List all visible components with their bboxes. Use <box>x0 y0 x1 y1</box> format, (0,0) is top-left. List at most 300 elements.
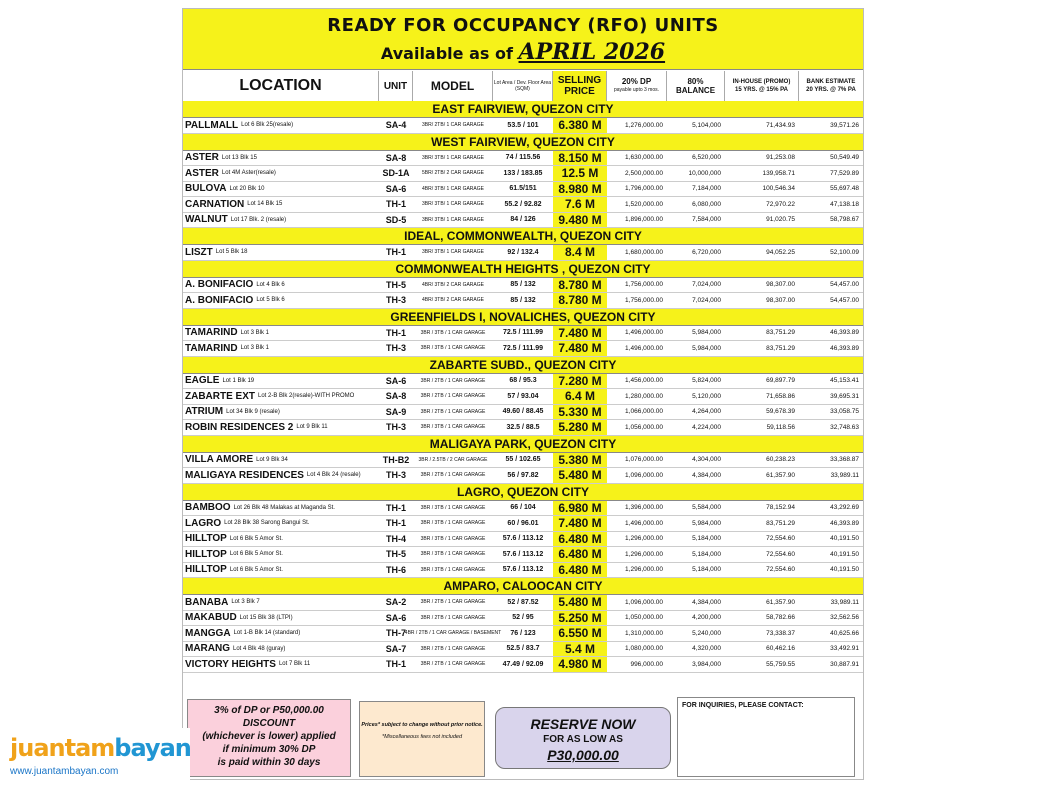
table-row <box>183 197 863 213</box>
cell-inhouse: 83,751.29 <box>766 344 795 352</box>
cell-balance: 4,384,000 <box>692 471 721 479</box>
cell-area: 68 / 95.3 <box>509 377 537 385</box>
cell-unit: TH-B2 <box>382 454 410 465</box>
cell-selling-price: 6.480 M <box>553 547 607 562</box>
inquiries-box: FOR INQUIRIES, PLEASE CONTACT: <box>677 697 855 777</box>
cell-location: CARNATION Lot 14 Blk 15 <box>185 198 283 210</box>
cell-model: 3BR / 3TB / 1 CAR GARAGE <box>420 504 486 511</box>
cell-location: ATRIUM Lot 34 Blk 9 (resale) <box>185 406 280 418</box>
cell-balance: 5,104,000 <box>692 121 721 129</box>
cell-unit: SA-9 <box>385 406 407 417</box>
cell-balance: 7,024,000 <box>692 281 721 289</box>
cell-bank: 40,191.50 <box>830 535 859 543</box>
cell-area: 52 / 87.52 <box>507 598 539 606</box>
cell-unit: TH-3 <box>386 295 406 306</box>
cell-selling-price: 8.4 M <box>553 245 607 260</box>
cell-location: A. BONIFACIO Lot 5 Blk 6 <box>185 294 285 306</box>
cell-bank: 39,571.26 <box>830 121 859 129</box>
cell-location: BULOVA Lot 20 Blk 10 <box>185 183 265 195</box>
cell-unit: SA-8 <box>385 152 407 163</box>
cell-selling-price: 6.380 M <box>553 118 607 133</box>
table-row <box>183 420 863 436</box>
cell-balance: 6,520,000 <box>692 154 721 162</box>
price-note-box: Prices* subject to change without prior notice. *Miscellaneous fees not included <box>359 701 485 777</box>
table-row <box>183 151 863 167</box>
cell-model: 4BR/ 3TB/ 2 CAR GARAGE <box>422 281 484 288</box>
table-row <box>183 118 863 134</box>
cell-bank: 58,798.67 <box>830 216 859 224</box>
table-row <box>183 563 863 579</box>
cell-selling-price: 5.4 M <box>553 642 607 657</box>
cell-unit: TH-1 <box>386 518 406 529</box>
cell-location: LAGRO Lot 28 Blk 38 Sarong Bangui St. <box>185 517 310 529</box>
cell-area: 85 / 132 <box>510 296 536 304</box>
cell-model: 3BR / 3TB / 1 CAR GARAGE <box>420 520 486 527</box>
cell-selling-price: 7.6 M <box>553 197 607 212</box>
cell-area: 92 / 132.4 <box>507 248 539 256</box>
cell-unit: TH-5 <box>386 279 406 290</box>
cell-dp: 1,496,000.00 <box>625 344 663 352</box>
cell-location: ASTER Lot 13 Blk 15 <box>185 152 257 164</box>
watermark-url: www.juantambayan.com <box>10 766 119 777</box>
cell-dp: 1,050,000.00 <box>625 614 663 622</box>
cell-location: HILLTOP Lot 6 Blk 5 Amor St. <box>185 548 283 560</box>
cell-location: VICTORY HEIGHTS Lot 7 Blk 11 <box>185 658 311 670</box>
section-header: GREENFIELDS I, NOVALICHES, QUEZON CITY <box>183 309 863 326</box>
cell-selling-price: 5.480 M <box>553 468 607 483</box>
header-selling-price: SELLING PRICE <box>553 71 607 101</box>
cell-selling-price: 12.5 M <box>553 166 607 181</box>
cell-area: 60 / 96.01 <box>507 519 539 527</box>
cell-bank: 55,697.48 <box>830 185 859 193</box>
cell-unit: SD-1A <box>382 168 410 179</box>
cell-dp: 1,296,000.00 <box>625 550 663 558</box>
cell-balance: 4,200,000 <box>692 614 721 622</box>
table-row <box>183 213 863 229</box>
header-bank: BANK ESTIMATE 20 YRS. @ 7% PA <box>806 79 856 93</box>
cell-balance: 5,984,000 <box>692 519 721 527</box>
price-list-sheet <box>182 8 864 780</box>
cell-bank: 33,989.11 <box>830 598 859 606</box>
cell-selling-price: 5.280 M <box>553 420 607 435</box>
cell-selling-price: 8.780 M <box>553 293 607 308</box>
cell-balance: 6,720,000 <box>692 248 721 256</box>
cell-bank: 46,393.89 <box>830 519 859 527</box>
cell-unit: TH-1 <box>386 659 406 670</box>
cell-area: 32.5 / 88.5 <box>506 423 540 431</box>
cell-model: 3BR / 2TB / 1 CAR GARAGE <box>420 599 486 606</box>
cell-selling-price: 5.380 M <box>553 453 607 468</box>
table-row <box>183 595 863 611</box>
section-header: EAST FAIRVIEW, QUEZON CITY <box>183 101 863 118</box>
cell-area: 57 / 93.04 <box>507 392 539 400</box>
cell-unit: TH-3 <box>386 422 406 433</box>
cell-balance: 7,184,000 <box>692 185 721 193</box>
cell-area: 66 / 104 <box>510 504 536 512</box>
cell-dp: 1,296,000.00 <box>625 566 663 574</box>
cell-area: 57.6 / 113.12 <box>502 550 544 558</box>
cell-selling-price: 6.480 M <box>553 563 607 578</box>
header-model: MODEL <box>413 71 493 101</box>
cell-inhouse: 73,338.37 <box>766 629 795 637</box>
cell-model: 3BR / 2TB / 1 CAR GARAGE <box>420 614 486 621</box>
cell-dp: 1,276,000.00 <box>625 121 663 129</box>
cell-dp: 1,680,000.00 <box>625 248 663 256</box>
cell-unit: SA-6 <box>385 183 407 194</box>
cell-model: 3BR / 2TB / 1 CAR GARAGE <box>420 661 486 668</box>
cell-area: 57.6 / 113.12 <box>502 566 544 574</box>
cell-location: EAGLE Lot 1 Blk 19 <box>185 375 255 387</box>
cell-model: 3BR / 2TB / 1 CAR GARAGE <box>420 472 486 479</box>
header-unit: UNIT <box>379 71 413 101</box>
cell-model: 4BR/ 3TB/ 1 CAR GARAGE <box>422 185 484 192</box>
reserve-box: RESERVE NOW FOR AS LOW AS P30,000.00 <box>495 707 671 769</box>
header-location: LOCATION <box>183 71 379 101</box>
cell-dp: 1,756,000.00 <box>625 281 663 289</box>
table-row <box>183 182 863 198</box>
cell-dp: 1,056,000.00 <box>625 423 663 431</box>
cell-model: 3BR / 2.5TB / 2 CAR GARAGE <box>418 456 488 463</box>
cell-model: 4BR / 2TB / 1 CAR GARAGE / BASEMENT <box>404 630 502 637</box>
cell-location: HILLTOP Lot 6 Blk 5 Amor St. <box>185 564 283 576</box>
cell-location: MALIGAYA RESIDENCES Lot 4 Blk 24 (resale) <box>185 469 361 481</box>
cell-dp: 1,756,000.00 <box>625 296 663 304</box>
cell-unit: TH-4 <box>386 533 406 544</box>
cell-bank: 39,695.31 <box>830 392 859 400</box>
cell-balance: 10,000,000 <box>688 169 721 177</box>
cell-area: 74 / 115.56 <box>505 154 541 162</box>
cell-model: 3BR/ 2TB/ 1 CAR GARAGE <box>422 122 484 129</box>
cell-balance: 5,984,000 <box>692 344 721 352</box>
cell-location: TAMARIND Lot 3 Blk 1 <box>185 342 269 354</box>
listing-table <box>183 101 863 673</box>
cell-selling-price: 7.480 M <box>553 326 607 341</box>
cell-inhouse: 98,307.00 <box>766 296 795 304</box>
cell-area: 56 / 97.82 <box>507 471 539 479</box>
cell-unit: TH-1 <box>386 502 406 513</box>
cell-model: 3BR/ 3TB/ 1 CAR GARAGE <box>422 154 484 161</box>
cell-inhouse: 58,782.66 <box>766 614 795 622</box>
cell-unit: TH-5 <box>386 549 406 560</box>
cell-unit: SD-5 <box>385 214 407 225</box>
cell-location: MAKABUD Lot 15 Blk 38 (LTPI) <box>185 612 293 624</box>
cell-balance: 5,120,000 <box>692 392 721 400</box>
cell-model: 3BR / 2TB / 1 CAR GARAGE <box>420 377 486 384</box>
cell-inhouse: 139,958.71 <box>762 169 795 177</box>
cell-location: WALNUT Lot 17 Blk. 2 (resale) <box>185 214 287 226</box>
cell-inhouse: 83,751.29 <box>766 519 795 527</box>
cell-inhouse: 91,020.75 <box>766 216 795 224</box>
cell-model: 3BR / 3TB / 1 CAR GARAGE <box>420 566 486 573</box>
cell-selling-price: 9.480 M <box>553 213 607 228</box>
cell-inhouse: 60,238.23 <box>766 456 795 464</box>
cell-dp: 1,456,000.00 <box>625 377 663 385</box>
cell-bank: 54,457.00 <box>830 296 859 304</box>
cell-bank: 52,100.09 <box>830 248 859 256</box>
cell-balance: 5,184,000 <box>692 550 721 558</box>
cell-bank: 47,138.18 <box>830 200 859 208</box>
cell-bank: 46,393.89 <box>830 329 859 337</box>
table-row <box>183 245 863 261</box>
cell-location: HILLTOP Lot 6 Blk 5 Amor St. <box>185 533 283 545</box>
cell-bank: 50,549.49 <box>830 154 859 162</box>
watermark-logo: juantambayan www.juantambayan.com <box>0 728 190 788</box>
cell-unit: SA-8 <box>385 391 407 402</box>
footer <box>183 689 863 779</box>
cell-inhouse: 71,658.86 <box>766 392 795 400</box>
section-header: AMPARO, CALOOCAN CITY <box>183 578 863 595</box>
cell-dp: 1,396,000.00 <box>625 504 663 512</box>
section-header: ZABARTE SUBD., QUEZON CITY <box>183 357 863 374</box>
cell-model: 3BR / 3TB / 1 CAR GARAGE <box>420 535 486 542</box>
table-row <box>183 453 863 469</box>
cell-dp: 1,310,000.00 <box>625 629 663 637</box>
cell-dp: 1,496,000.00 <box>625 329 663 337</box>
cell-location: VILLA AMORE Lot 9 Blk 34 <box>185 454 288 466</box>
section-header: COMMONWEALTH HEIGHTS , QUEZON CITY <box>183 261 863 278</box>
cell-unit: TH-3 <box>386 470 406 481</box>
cell-model: 3BR/ 3TB/ 1 CAR GARAGE <box>422 201 484 208</box>
cell-area: 61.5/151 <box>509 185 537 193</box>
cell-selling-price: 7.480 M <box>553 516 607 531</box>
cell-dp: 1,096,000.00 <box>625 598 663 606</box>
cell-dp: 1,280,000.00 <box>625 392 663 400</box>
cell-balance: 7,024,000 <box>692 296 721 304</box>
title-banner <box>183 9 863 70</box>
cell-model: 3BR / 2TB / 1 CAR GARAGE <box>420 393 486 400</box>
cell-area: 76 / 123 <box>510 629 536 637</box>
cell-dp: 1,296,000.00 <box>625 535 663 543</box>
cell-bank: 32,562.56 <box>830 614 859 622</box>
table-row <box>183 468 863 484</box>
table-row <box>183 547 863 563</box>
cell-location: MANGGA Lot 1-B Blk 14 (standard) <box>185 627 301 639</box>
cell-balance: 5,240,000 <box>692 629 721 637</box>
cell-inhouse: 78,152.94 <box>766 504 795 512</box>
cell-balance: 5,824,000 <box>692 377 721 385</box>
discount-box: 3% of DP or P50,000.00 DISCOUNT (whichever is lower) applied if minimum 30% DP is paid within 30 days <box>187 699 351 777</box>
table-row <box>183 389 863 405</box>
cell-area: 72.5 / 111.99 <box>502 329 544 337</box>
cell-selling-price: 8.780 M <box>553 278 607 293</box>
cell-dp: 1,496,000.00 <box>625 519 663 527</box>
cell-model: 3BR / 3TB / 1 CAR GARAGE <box>420 424 486 431</box>
cell-unit: SA-4 <box>385 120 407 131</box>
table-row <box>183 501 863 517</box>
cell-inhouse: 71,434.93 <box>766 121 795 129</box>
section-header: LAGRO, QUEZON CITY <box>183 484 863 501</box>
cell-selling-price: 7.480 M <box>553 341 607 356</box>
cell-balance: 5,184,000 <box>692 535 721 543</box>
cell-unit: SA-7 <box>385 643 407 654</box>
cell-inhouse: 94,052.25 <box>766 248 795 256</box>
cell-location: ROBIN RESIDENCES 2 Lot 9 Blk 11 <box>185 421 328 433</box>
cell-unit: SA-6 <box>385 375 407 386</box>
cell-inhouse: 98,307.00 <box>766 281 795 289</box>
table-row <box>183 326 863 342</box>
cell-selling-price: 6.980 M <box>553 501 607 516</box>
cell-inhouse: 59,118.56 <box>766 423 795 431</box>
cell-bank: 33,058.75 <box>830 408 859 416</box>
cell-selling-price: 4.980 M <box>553 657 607 672</box>
page-title: READY FOR OCCUPANCY (RFO) UNITS <box>327 15 719 36</box>
cell-bank: 32,748.63 <box>830 423 859 431</box>
cell-dp: 1,896,000.00 <box>625 216 663 224</box>
cell-inhouse: 61,357.90 <box>766 598 795 606</box>
cell-inhouse: 60,462.16 <box>766 645 795 653</box>
cell-balance: 6,080,000 <box>692 200 721 208</box>
cell-balance: 4,264,000 <box>692 408 721 416</box>
cell-area: 84 / 126 <box>510 216 536 224</box>
section-header: WEST FAIRVIEW, QUEZON CITY <box>183 134 863 151</box>
cell-area: 55 / 102.65 <box>505 456 541 464</box>
cell-bank: 33,492.91 <box>830 645 859 653</box>
cell-inhouse: 69,897.79 <box>766 377 795 385</box>
cell-location: MARANG Lot 4 Blk 48 (guray) <box>185 643 286 655</box>
cell-balance: 4,384,000 <box>692 598 721 606</box>
cell-area: 72.5 / 111.99 <box>502 344 544 352</box>
cell-area: 49.60 / 88.45 <box>502 408 544 416</box>
cell-location: LISZT Lot 5 Blk 18 <box>185 246 248 258</box>
cell-inhouse: 55,759.55 <box>766 660 795 668</box>
cell-area: 47.49 / 92.09 <box>502 660 544 668</box>
cell-selling-price: 8.150 M <box>553 151 607 166</box>
cell-dp: 1,080,000.00 <box>625 645 663 653</box>
cell-bank: 54,457.00 <box>830 281 859 289</box>
cell-model: 3BR / 3TB / 1 CAR GARAGE <box>420 551 486 558</box>
cell-inhouse: 61,357.90 <box>766 471 795 479</box>
cell-inhouse: 100,546.34 <box>762 185 795 193</box>
cell-selling-price: 8.980 M <box>553 182 607 197</box>
cell-selling-price: 6.4 M <box>553 389 607 404</box>
cell-area: 52 / 95 <box>512 614 534 622</box>
cell-location: BANABA Lot 3 Blk 7 <box>185 596 260 608</box>
cell-bank: 40,191.50 <box>830 566 859 574</box>
cell-location: ZABARTE EXT Lot 2-B Blk 2(resale)-WITH PROMO <box>185 390 355 402</box>
cell-dp: 1,066,000.00 <box>625 408 663 416</box>
cell-balance: 5,584,000 <box>692 504 721 512</box>
cell-model: 3BR/ 3TB/ 1 CAR GARAGE <box>422 249 484 256</box>
table-row <box>183 642 863 658</box>
cell-unit: SA-2 <box>385 597 407 608</box>
cell-bank: 33,989.11 <box>830 471 859 479</box>
cell-inhouse: 83,751.29 <box>766 329 795 337</box>
cell-inhouse: 59,678.39 <box>766 408 795 416</box>
cell-inhouse: 72,554.60 <box>766 550 795 558</box>
table-row <box>183 293 863 309</box>
cell-bank: 40,191.50 <box>830 550 859 558</box>
cell-dp: 1,796,000.00 <box>625 185 663 193</box>
table-row <box>183 516 863 532</box>
cell-balance: 4,304,000 <box>692 456 721 464</box>
cell-model: 5BR/ 2TB/ 2 CAR GARAGE <box>422 170 484 177</box>
cell-model: 3BR / 3TB / 1 CAR GARAGE <box>420 345 486 352</box>
cell-selling-price: 7.280 M <box>553 374 607 389</box>
cell-location: ASTER Lot 4M Aster(resale) <box>185 167 276 179</box>
cell-area: 57.6 / 113.12 <box>502 535 544 543</box>
cell-bank: 30,887.91 <box>830 660 859 668</box>
table-row <box>183 405 863 421</box>
table-row <box>183 166 863 182</box>
table-row <box>183 278 863 294</box>
cell-unit: TH-6 <box>386 564 406 575</box>
cell-dp: 1,520,000.00 <box>625 200 663 208</box>
cell-unit: TH-1 <box>386 199 406 210</box>
table-row <box>183 341 863 357</box>
cell-dp: 1,630,000.00 <box>625 154 663 162</box>
section-header: IDEAL, COMMONWEALTH, QUEZON CITY <box>183 228 863 245</box>
cell-model: 3BR / 3TB / 1 CAR GARAGE <box>420 329 486 336</box>
cell-balance: 5,984,000 <box>692 329 721 337</box>
header-dp: 20% DP payable upto 3 mos. <box>607 71 667 101</box>
cell-model: 4BR/ 3TB/ 2 CAR GARAGE <box>422 297 484 304</box>
cell-selling-price: 6.550 M <box>553 626 607 641</box>
cell-bank: 45,153.41 <box>830 377 859 385</box>
cell-bank: 46,393.89 <box>830 344 859 352</box>
cell-unit: SA-6 <box>385 612 407 623</box>
cell-area: 53.5 / 101 <box>507 121 539 129</box>
cell-bank: 43,292.69 <box>830 504 859 512</box>
cell-selling-price: 5.480 M <box>553 595 607 610</box>
availability-date: APRIL 2026 <box>518 39 666 65</box>
table-row <box>183 657 863 673</box>
cell-location: PALLMALL Lot 6 Blk 25(resale) <box>185 119 294 131</box>
cell-bank: 40,625.66 <box>830 629 859 637</box>
table-header <box>183 71 863 102</box>
cell-inhouse: 72,554.60 <box>766 535 795 543</box>
cell-unit: TH-7 <box>386 628 406 639</box>
cell-balance: 4,224,000 <box>692 423 721 431</box>
cell-location: A. BONIFACIO Lot 4 Blk 6 <box>185 279 285 291</box>
cell-unit: TH-3 <box>386 343 406 354</box>
cell-balance: 5,184,000 <box>692 566 721 574</box>
cell-area: 52.5 / 83.7 <box>506 645 540 653</box>
cell-area: 85 / 132 <box>510 281 536 289</box>
table-row <box>183 532 863 548</box>
cell-inhouse: 72,554.60 <box>766 566 795 574</box>
cell-bank: 77,529.89 <box>830 169 859 177</box>
section-header: MALIGAYA PARK, QUEZON CITY <box>183 436 863 453</box>
cell-unit: TH-1 <box>386 247 406 258</box>
cell-selling-price: 6.480 M <box>553 532 607 547</box>
cell-bank: 33,368.87 <box>830 456 859 464</box>
cell-inhouse: 72,970.22 <box>766 200 795 208</box>
cell-balance: 3,984,000 <box>692 660 721 668</box>
cell-model: 3BR/ 3TB/ 1 CAR GARAGE <box>422 216 484 223</box>
cell-balance: 7,584,000 <box>692 216 721 224</box>
cell-unit: TH-1 <box>386 327 406 338</box>
cell-selling-price: 5.250 M <box>553 611 607 626</box>
cell-location: BAMBOO Lot 26 Blk 48 Malakas at Maganda St. <box>185 502 335 514</box>
availability-line: Available as of APRIL 2026 <box>380 39 666 65</box>
cell-location: TAMARIND Lot 3 Blk 1 <box>185 327 269 339</box>
cell-area: 55.2 / 92.82 <box>504 200 542 208</box>
cell-dp: 2,500,000.00 <box>625 169 663 177</box>
header-inhouse: IN-HOUSE (PROMO) 15 YRS. @ 15% PA <box>725 71 799 101</box>
cell-inhouse: 91,253.08 <box>766 154 795 162</box>
cell-dp: 996,000.00 <box>630 660 663 668</box>
cell-area: 133 / 183.85 <box>503 169 543 177</box>
table-row <box>183 626 863 642</box>
table-row <box>183 611 863 627</box>
cell-dp: 1,076,000.00 <box>625 456 663 464</box>
cell-selling-price: 5.330 M <box>553 405 607 420</box>
header-area: Lot Area / Dev. Floor Area (SQM) <box>493 71 553 101</box>
cell-model: 3BR / 2TB / 1 CAR GARAGE <box>420 408 486 415</box>
table-row <box>183 374 863 390</box>
cell-dp: 1,096,000.00 <box>625 471 663 479</box>
cell-balance: 4,320,000 <box>692 645 721 653</box>
